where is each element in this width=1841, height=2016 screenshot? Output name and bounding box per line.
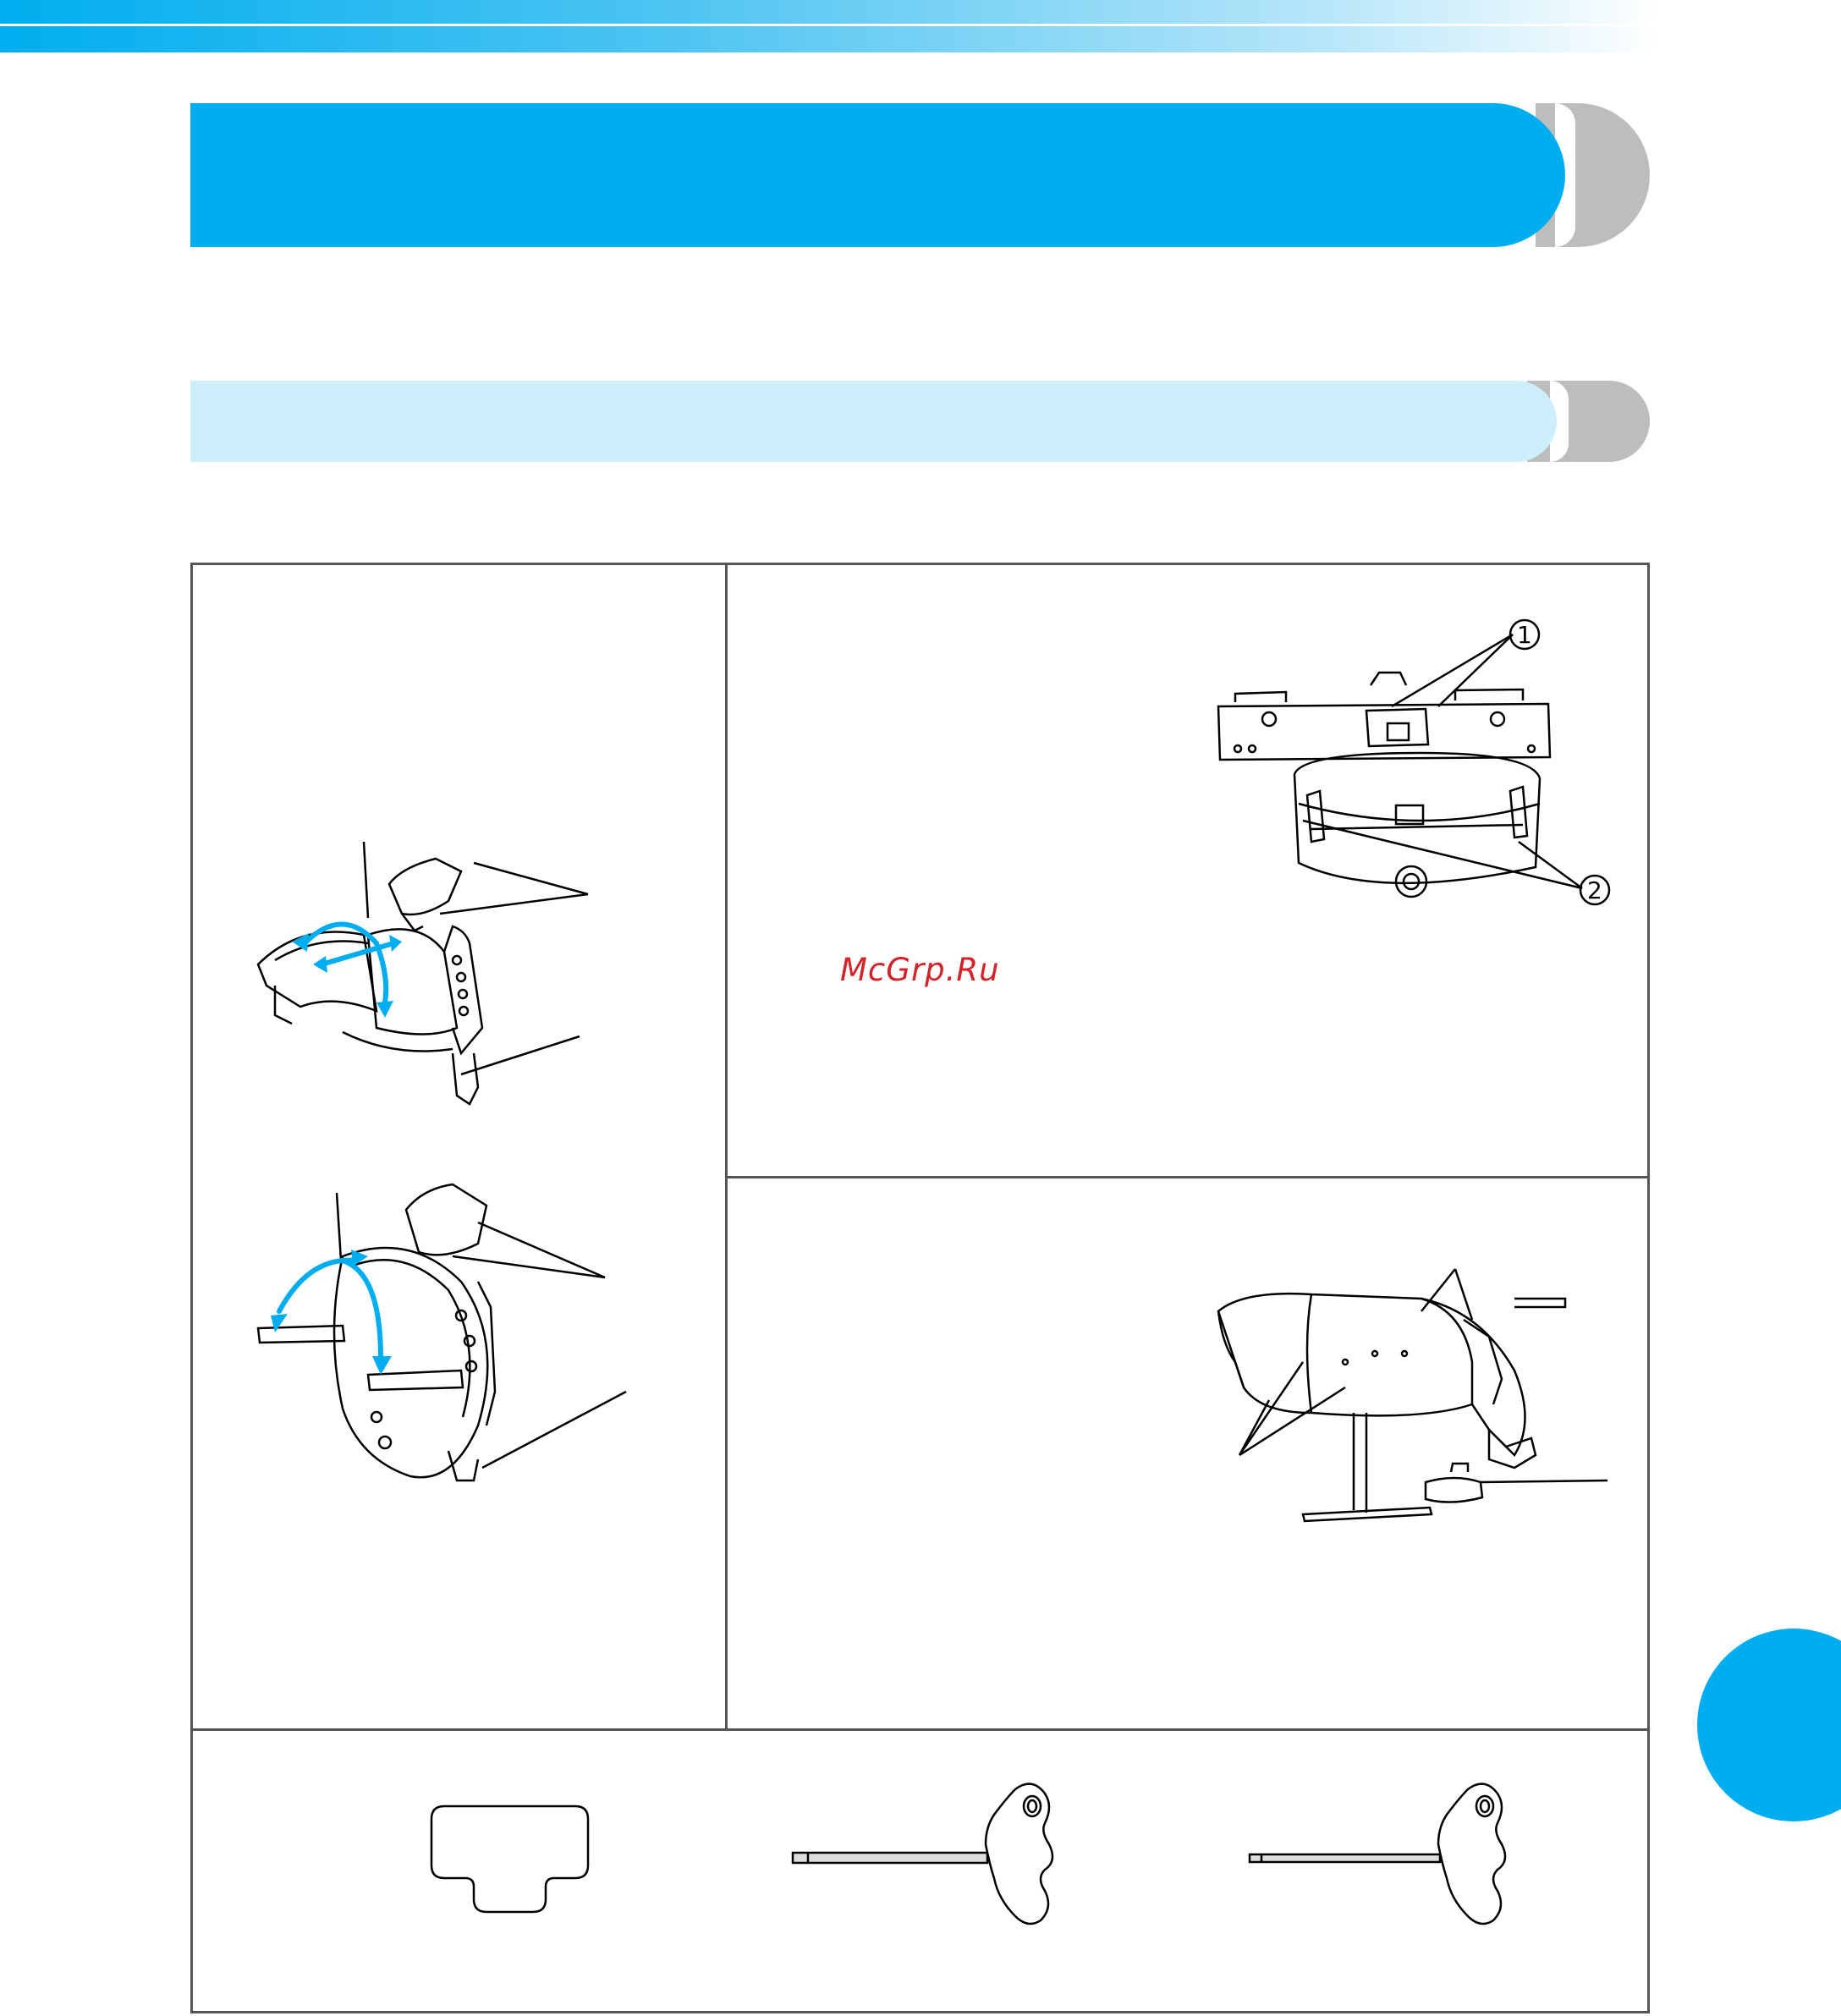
table-divider-vertical <box>725 563 728 1730</box>
table-divider-right <box>725 1176 1650 1178</box>
header-band-line <box>0 24 1658 26</box>
hex-driver-icon <box>791 1781 1053 1933</box>
section-title-bar <box>190 381 1557 462</box>
cap-frame-on-holder-illustration <box>1210 1261 1616 1531</box>
cap-frame-closed-illustration <box>241 1172 630 1493</box>
callout-number-two: 2 <box>1587 876 1602 904</box>
chapter-tab-marker <box>1697 1629 1841 1821</box>
chapter-title-bar <box>190 103 1565 247</box>
header-band <box>0 0 1658 52</box>
cap-frame-open-illustration <box>241 833 596 1121</box>
table-divider-bottom <box>190 1728 1650 1731</box>
hex-driver-icon <box>1248 1781 1510 1933</box>
callout-number-one: 1 <box>1517 621 1532 649</box>
cap-frame-driver-illustration <box>1210 618 1616 956</box>
spacer-icon <box>427 1802 596 1920</box>
watermark-text: McGrp.Ru <box>840 952 1000 988</box>
